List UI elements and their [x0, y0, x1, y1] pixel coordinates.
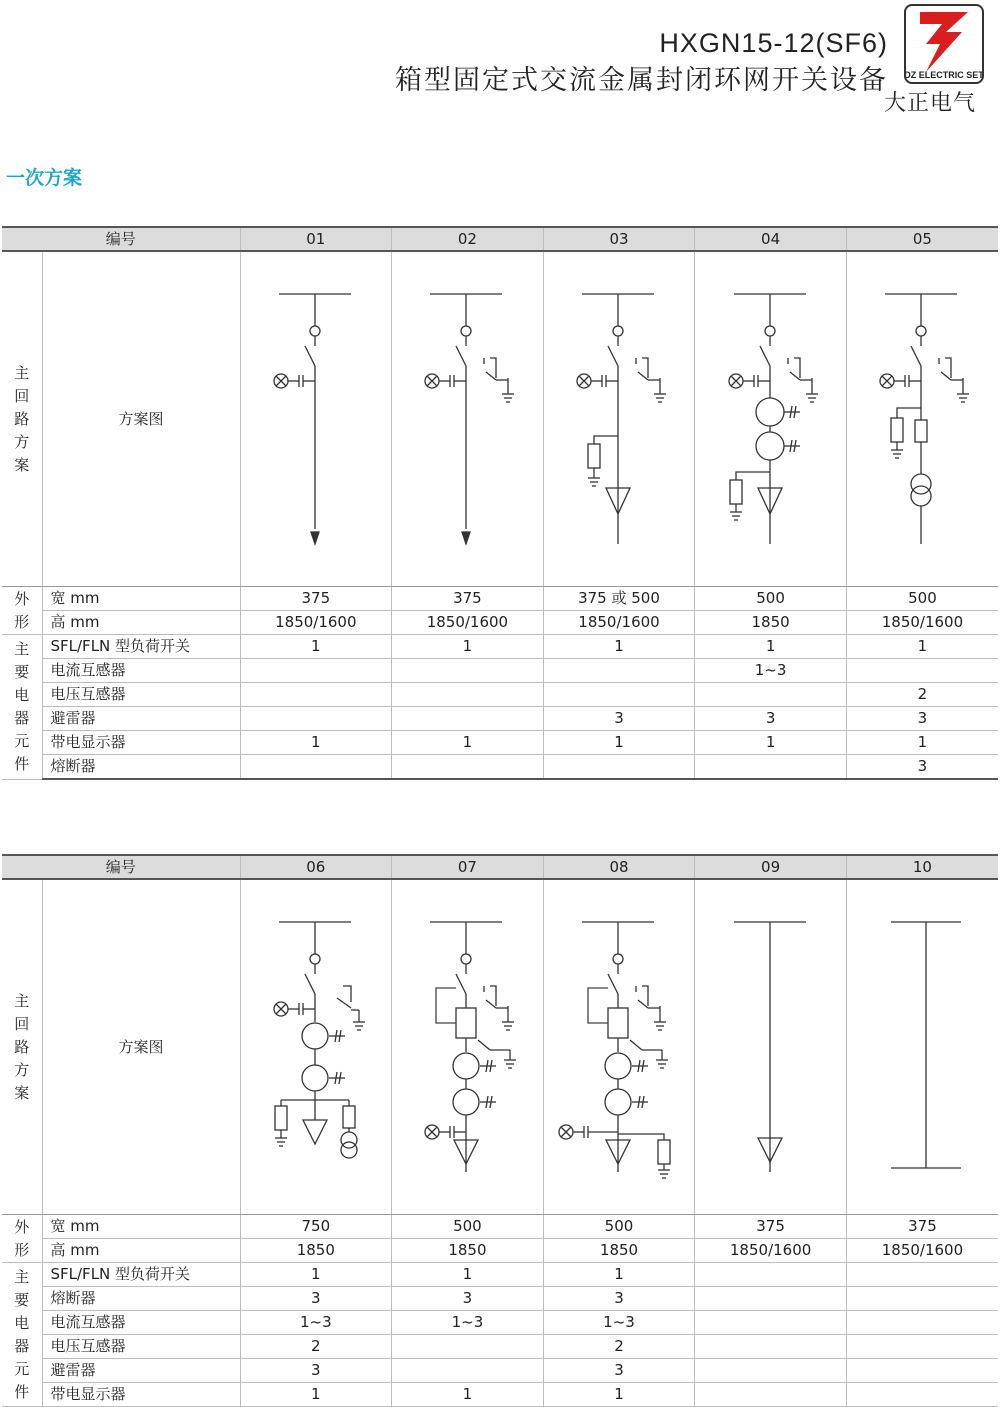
column-header: 10	[846, 855, 998, 879]
table-cell: 1850	[240, 1239, 392, 1263]
table-cell: 1	[240, 635, 392, 659]
row-label: 带电显示器	[42, 1383, 240, 1407]
row-label: 电流互感器	[42, 659, 240, 683]
column-header: 04	[695, 227, 847, 251]
row-label: 宽 mm	[42, 587, 240, 611]
table-header-row	[2, 855, 998, 879]
table-row	[2, 683, 998, 707]
row-label: 高 mm	[42, 1239, 240, 1263]
number-label: 编号	[2, 855, 240, 879]
table-cell	[846, 1263, 998, 1287]
table-cell	[392, 707, 544, 731]
table-row	[2, 1215, 998, 1239]
scheme-07-diagram	[392, 879, 544, 1215]
table-cell: 375	[695, 1215, 847, 1239]
column-header: 02	[392, 227, 544, 251]
table-cell	[240, 659, 392, 683]
table-cell	[240, 683, 392, 707]
row-label: 熔断器	[42, 1287, 240, 1311]
company-name: 大正电气	[884, 91, 977, 116]
table-cell	[695, 1287, 847, 1311]
table-cell: 1850/1600	[240, 611, 392, 635]
section-title: 一次方案	[6, 167, 83, 189]
row-label: 带电显示器	[42, 731, 240, 755]
scheme-09-diagram	[695, 879, 847, 1215]
table-row	[2, 1287, 998, 1311]
table-cell: 1	[543, 1383, 695, 1407]
table-cell: 1850/1600	[846, 611, 998, 635]
table-cell	[392, 683, 544, 707]
table-cell: 1	[543, 731, 695, 755]
table-cell: 1	[392, 731, 544, 755]
table-row	[2, 635, 998, 659]
table-cell	[846, 659, 998, 683]
table-row	[2, 1239, 998, 1263]
table-cell: 1	[695, 635, 847, 659]
row-label: 电压互感器	[42, 683, 240, 707]
table-cell: 1	[392, 1383, 544, 1407]
row-label: 高 mm	[42, 611, 240, 635]
table-cell: 1	[846, 635, 998, 659]
column-header: 08	[543, 855, 695, 879]
table-cell	[240, 755, 392, 780]
logo-lettering: DZ ELECTRIC SET	[906, 70, 982, 80]
table-cell: 1~3	[240, 1311, 392, 1335]
table-cell	[846, 1311, 998, 1335]
table-cell	[392, 659, 544, 683]
table-cell: 750	[240, 1215, 392, 1239]
table-cell: 3	[695, 707, 847, 731]
table-cell	[695, 1383, 847, 1407]
product-title: 箱型固定式交流金属封闭环网开关设备	[395, 65, 888, 96]
diagram-label: 方案图	[42, 879, 240, 1215]
row-label: 电流互感器	[42, 1311, 240, 1335]
table-cell	[392, 1335, 544, 1359]
table-cell	[392, 1359, 544, 1383]
table-cell: 3	[846, 755, 998, 780]
table-cell: 1	[846, 731, 998, 755]
column-header: 09	[695, 855, 847, 879]
component-group-label: 主 要 电 器 元 件	[2, 1263, 42, 1407]
table-cell: 1~3	[695, 659, 847, 683]
table-cell	[543, 659, 695, 683]
company-logo	[904, 4, 984, 84]
table-cell: 500	[543, 1215, 695, 1239]
diagram-row	[2, 251, 998, 587]
scheme-06-diagram	[240, 879, 392, 1215]
table-cell: 375	[846, 1215, 998, 1239]
table-cell	[846, 1383, 998, 1407]
table-header-row	[2, 227, 998, 251]
scheme-table-1	[2, 226, 998, 780]
scheme-02-diagram	[392, 251, 544, 587]
table-cell: 3	[543, 707, 695, 731]
table-row	[2, 755, 998, 780]
column-header: 01	[240, 227, 392, 251]
table-row	[2, 1335, 998, 1359]
row-label: 熔断器	[42, 755, 240, 780]
scheme-03-diagram	[543, 251, 695, 587]
table-row	[2, 659, 998, 683]
table-cell	[240, 707, 392, 731]
table-cell: 1850/1600	[846, 1239, 998, 1263]
row-label: 避雷器	[42, 707, 240, 731]
table-cell: 1	[543, 1263, 695, 1287]
table-cell	[543, 755, 695, 780]
table-cell	[695, 755, 847, 780]
table-cell: 3	[392, 1287, 544, 1311]
table-cell	[695, 1359, 847, 1383]
table-cell: 1	[695, 731, 847, 755]
table-cell: 2	[240, 1335, 392, 1359]
table-cell: 375	[240, 587, 392, 611]
table-cell	[846, 1359, 998, 1383]
column-header: 05	[846, 227, 998, 251]
table-cell: 1	[543, 635, 695, 659]
table-cell	[695, 1263, 847, 1287]
table-cell	[392, 755, 544, 780]
table-cell: 1850/1600	[695, 1239, 847, 1263]
table-cell: 3	[543, 1359, 695, 1383]
scheme-05-diagram	[846, 251, 998, 587]
table-cell	[695, 1335, 847, 1359]
table-row	[2, 707, 998, 731]
column-header: 06	[240, 855, 392, 879]
table-cell: 500	[846, 587, 998, 611]
table-cell: 375	[392, 587, 544, 611]
table-cell: 1850	[543, 1239, 695, 1263]
table-cell	[543, 683, 695, 707]
column-header: 07	[392, 855, 544, 879]
model-number: HXGN15-12(SF6)	[659, 28, 888, 58]
table-row	[2, 1359, 998, 1383]
table-cell	[846, 1287, 998, 1311]
table-cell: 1850	[695, 611, 847, 635]
component-group-label: 主 要 电 器 元 件	[2, 635, 42, 780]
table-cell	[695, 683, 847, 707]
table-row	[2, 1311, 998, 1335]
row-label: 避雷器	[42, 1359, 240, 1383]
table-cell: 3	[543, 1287, 695, 1311]
row-label: SFL/FLN 型负荷开关	[42, 1263, 240, 1287]
table-cell: 3	[846, 707, 998, 731]
table-cell	[695, 1311, 847, 1335]
table-cell: 1	[240, 1383, 392, 1407]
size-group-label: 外 形	[2, 587, 42, 635]
scheme-04-diagram	[695, 251, 847, 587]
circuit-group-label: 主 回 路 方 案	[2, 251, 42, 587]
table-cell: 375 或 500	[543, 587, 695, 611]
table-cell	[846, 1335, 998, 1359]
table-cell: 1	[240, 731, 392, 755]
table-row	[2, 1383, 998, 1407]
table-cell: 2	[846, 683, 998, 707]
scheme-table-2	[2, 854, 998, 1407]
table-cell: 1850	[392, 1239, 544, 1263]
table-row	[2, 587, 998, 611]
table-cell: 500	[392, 1215, 544, 1239]
table-cell: 1	[240, 1263, 392, 1287]
table-row	[2, 1263, 998, 1287]
diagram-row	[2, 879, 998, 1215]
circuit-group-label: 主 回 路 方 案	[2, 879, 42, 1215]
table-cell: 1~3	[543, 1311, 695, 1335]
table-cell: 2	[543, 1335, 695, 1359]
table-cell: 1850/1600	[392, 611, 544, 635]
row-label: 电压互感器	[42, 1335, 240, 1359]
column-header: 03	[543, 227, 695, 251]
scheme-08-diagram	[543, 879, 695, 1215]
table-row	[2, 731, 998, 755]
table-cell: 1	[392, 635, 544, 659]
number-label: 编号	[2, 227, 240, 251]
table-row	[2, 611, 998, 635]
row-label: 宽 mm	[42, 1215, 240, 1239]
row-label: SFL/FLN 型负荷开关	[42, 635, 240, 659]
table-cell: 1	[392, 1263, 544, 1287]
size-group-label: 外 形	[2, 1215, 42, 1263]
table-cell: 3	[240, 1287, 392, 1311]
table-cell: 1850/1600	[543, 611, 695, 635]
table-cell: 3	[240, 1359, 392, 1383]
diagram-label: 方案图	[42, 251, 240, 587]
scheme-01-diagram	[240, 251, 392, 587]
table-cell: 500	[695, 587, 847, 611]
table-cell: 1~3	[392, 1311, 544, 1335]
scheme-10-diagram	[846, 879, 998, 1215]
